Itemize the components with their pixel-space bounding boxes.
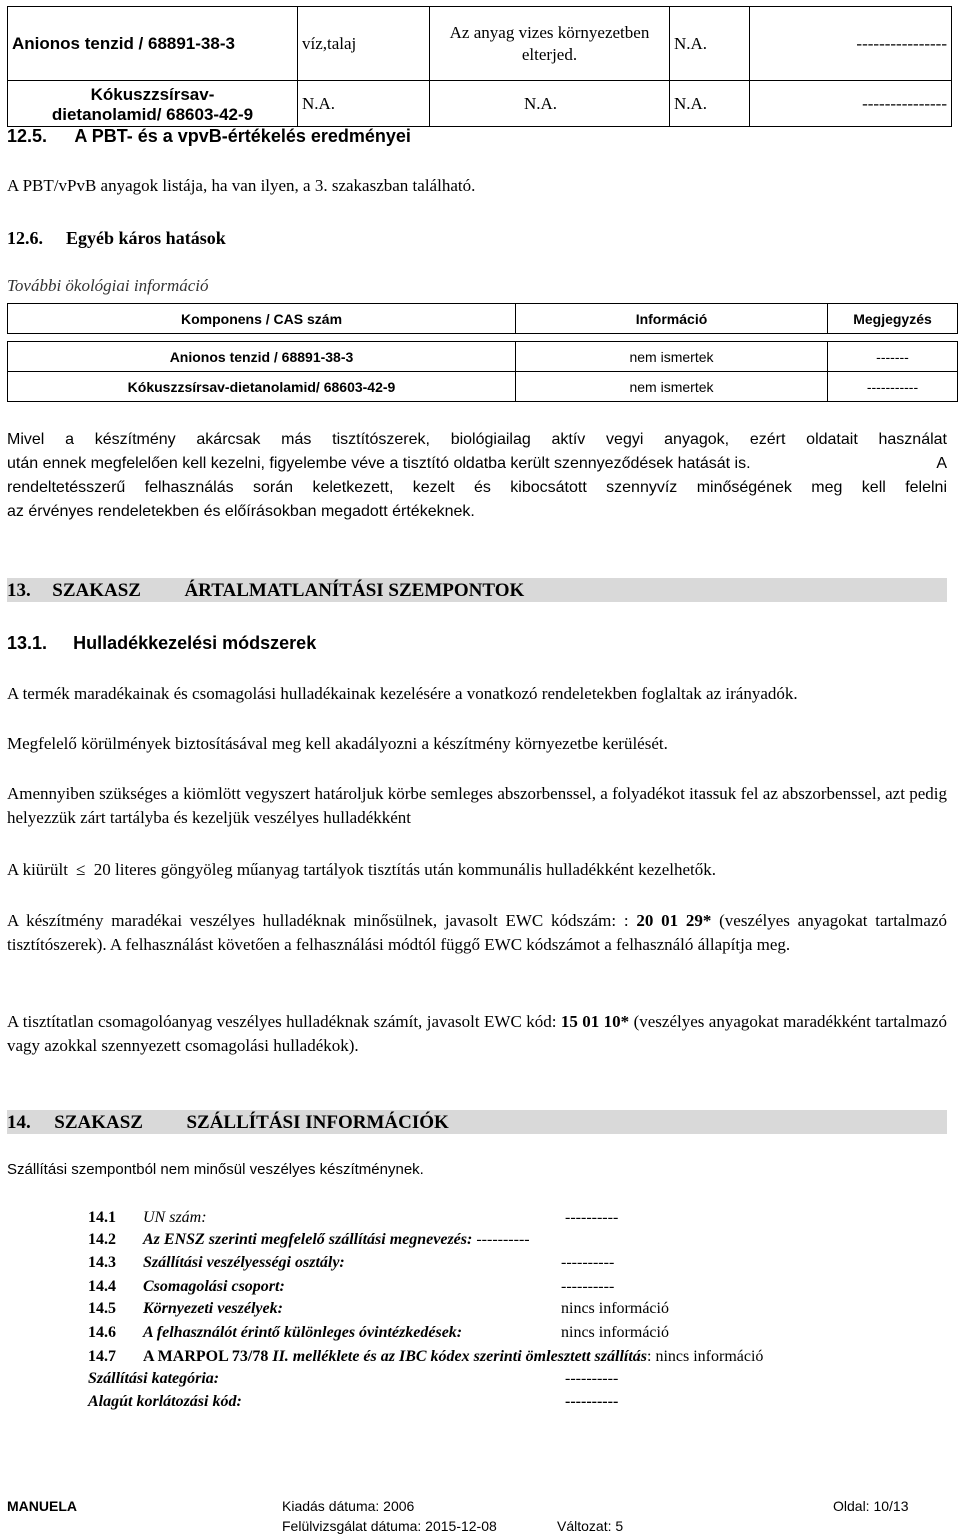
item-value: ----------	[565, 1393, 619, 1410]
section-number: 12.5.	[7, 126, 48, 146]
item-value: nincs információ	[561, 1300, 669, 1317]
table-row	[8, 342, 958, 372]
table-cell: -----------	[828, 372, 958, 402]
transport-item	[88, 1276, 614, 1298]
paragraph-text: A készítmény maradékai veszélyes hulladéknak minősülnek, javasolt EWC kódszám: :	[7, 911, 629, 930]
component-line: dietanolamid/ 68603-42-9	[51, 104, 254, 124]
composition-table	[7, 6, 952, 127]
item-number: 14.1	[88, 1209, 116, 1226]
table-row	[8, 81, 952, 127]
item-label: Környezeti veszélyek:	[143, 1300, 283, 1317]
item-value: ----------	[476, 1231, 530, 1248]
component-name: Anionos tenzid / 68891-38-3	[8, 7, 298, 81]
section-title: SZÁLLÍTÁSI INFORMÁCIÓK	[186, 1112, 449, 1133]
item-number: 14.6	[88, 1324, 116, 1341]
component-name	[8, 81, 298, 127]
transport-item	[88, 1229, 530, 1251]
less-equal-symbol: ≤	[76, 860, 86, 879]
section-title: Egyéb káros hatások	[66, 228, 226, 248]
item-number: 14.3	[88, 1254, 116, 1271]
value-cell: N.A.	[670, 81, 750, 127]
waste-paragraph-1: A termék maradékainak és csomagolási hulladékainak kezelésére a vonatkozó rendeletekben foglaltak az irányadók.	[7, 684, 798, 703]
item-number: 14.2	[88, 1231, 116, 1248]
section-13-1-heading	[7, 633, 316, 654]
item-number: 14.5	[88, 1300, 116, 1317]
transport-tunnel	[88, 1391, 618, 1413]
column-header: Komponens / CAS szám	[8, 304, 516, 334]
item-label: Az ENSZ szerinti megfelelő szállítási megnevezés:	[143, 1231, 473, 1248]
waste-paragraph-6	[7, 1010, 947, 1058]
section-title: Hulladékkezelési módszerek	[73, 633, 317, 653]
section-label: SZAKASZ	[52, 580, 141, 601]
item-value: ----------	[565, 1370, 619, 1387]
waste-paragraph-5	[7, 909, 947, 957]
value-cell: N.A.	[670, 7, 750, 81]
section-14-heading	[7, 1112, 449, 1134]
remark-cell: ---------------	[750, 81, 952, 127]
footer-revision-date: Felülvizsgálat dátuma: 2015-12-08	[282, 1518, 497, 1534]
item-label: Csomagolási csoport:	[143, 1278, 285, 1295]
section-number: 13.1.	[7, 633, 48, 653]
item-number: 14.4	[88, 1278, 116, 1295]
table-gap	[8, 334, 958, 342]
section-13-bar	[7, 578, 947, 602]
item-label: Alagút korlátozási kód:	[88, 1393, 242, 1410]
subtitle: További ökológiai információ	[7, 276, 209, 295]
paragraph-text: (veszélyes anyagokat tartalmazó tisztítószerek). A felhasználást követően a felhasználási módtól függő EWC kódszámot a felhasználó állapítja meg.	[7, 911, 947, 954]
item-label: UN szám:	[143, 1209, 207, 1226]
section-12-6-heading	[7, 228, 226, 249]
transport-item-marpol	[88, 1346, 763, 1368]
section-number: 12.6.	[7, 228, 43, 248]
column-header: Információ	[516, 304, 828, 334]
behavior-cell: N.A.	[430, 81, 670, 127]
item-label: A felhasználót érintő különleges óvintézkedések:	[143, 1324, 463, 1341]
footer-version: Változat: 5	[557, 1518, 624, 1534]
column-header: Megjegyzés	[828, 304, 958, 334]
transport-intro: Szállítási szempontból nem minősül veszélyes készítménynek.	[7, 1161, 424, 1178]
footer-issue-date: Kiadás dátuma: 2006	[282, 1498, 415, 1514]
table-row	[8, 7, 952, 81]
table-cell: Kókuszzsírsav-dietanolamid/ 68603-42-9	[8, 372, 516, 402]
item-value: ----------	[561, 1254, 615, 1271]
table-cell: Anionos tenzid / 68891-38-3	[8, 342, 516, 372]
paragraph-line: rendeltetésszerű felhasználás során keletkezett, kezelt és kibocsátott szennyvíz minőségének meg kell felelni	[7, 479, 947, 496]
paragraph-text: 20 literes göngyöleg műanyag tartályok tisztítás után kommunális hulladékként kezelhetők.	[93, 860, 717, 879]
component-line: Kókuszzsírsav-	[90, 84, 215, 104]
item-label: II. melléklete és az IBC kódex szerinti ömlesztett szállítás	[272, 1348, 648, 1365]
paragraph-line	[7, 452, 947, 476]
item-label: A MARPOL 73/78	[143, 1348, 269, 1365]
behavior-cell	[430, 7, 670, 81]
footer-page-number: Oldal: 10/13	[833, 1498, 909, 1514]
table-row	[8, 372, 958, 402]
section-title: ÁRTALMATLANÍTÁSI SZEMPONTOK	[184, 580, 525, 601]
transport-item	[88, 1322, 669, 1344]
paragraph-line: az érvényes rendeletekben és előírásokban megadott értékeknek.	[7, 503, 475, 520]
pbt-text: A PBT/vPvB anyagok listája, ha van ilyen, a 3. szakaszban található.	[7, 176, 476, 195]
transport-item	[88, 1298, 669, 1320]
section-12-5-heading	[7, 126, 411, 147]
eco-paragraph	[7, 428, 947, 524]
transport-item	[88, 1252, 614, 1274]
ewc-code: 15 01 10*	[560, 1012, 630, 1031]
table-header-row	[8, 304, 958, 334]
medium-cell: N.A.	[298, 81, 430, 127]
paragraph-text: A	[936, 455, 947, 472]
section-14-bar	[7, 1110, 947, 1134]
waste-paragraph-4	[7, 858, 947, 882]
section-number: 14.	[7, 1112, 31, 1133]
waste-paragraph-3: Amennyiben szükséges a kiömlött vegyszert határoljuk körbe semleges abszorbenssel, a folyadékot itassuk fel az abszorbenssel, azt pedig helyezzük zárt tartályba és kezeljük veszélyes hulladékként	[7, 784, 947, 827]
transport-item	[88, 1207, 618, 1229]
item-number: 14.7	[88, 1348, 116, 1365]
behavior-line: elterjed.	[521, 44, 578, 64]
paragraph-line: Mivel a készítmény akárcsak más tisztítószerek, biológiailag aktív vegyi anyagok, ezért oldatait használat	[7, 431, 947, 448]
behavior-line: Az anyag vizes környezetben	[449, 22, 650, 42]
item-label: Szállítási kategória:	[88, 1370, 220, 1387]
ewc-code: 20 01 29*	[636, 911, 712, 930]
section-13-heading	[7, 580, 524, 602]
paragraph-text: A tisztítatlan csomagolóanyag veszélyes hulladéknak számít, javasolt EWC kód:	[7, 1012, 557, 1031]
waste-paragraph-2: Megfelelő körülmények biztosításával meg kell akadályozni a készítmény környezetbe kerülését.	[7, 734, 668, 753]
item-value: : nincs információ	[647, 1348, 764, 1365]
table-cell: nem ismertek	[516, 372, 828, 402]
paragraph-text: A kiürült	[7, 860, 68, 879]
footer-brand: MANUELA	[7, 1498, 77, 1514]
table-cell: -------	[828, 342, 958, 372]
remark-cell: ----------------	[750, 7, 952, 81]
section-title: A PBT- és a vpvB-értékelés eredményei	[74, 126, 411, 146]
item-value: ----------	[565, 1209, 619, 1226]
item-value: nincs információ	[561, 1324, 669, 1341]
item-value: ----------	[561, 1278, 615, 1295]
item-label: Szállítási veszélyességi osztály:	[143, 1254, 345, 1271]
paragraph-text: (veszélyes anyagokat maradékként tartalmazó vagy azokkal szennyezett csomagolási hulladékok).	[7, 1012, 948, 1055]
transport-category	[88, 1368, 618, 1390]
section-number: 13.	[7, 580, 31, 601]
eco-info-table	[7, 303, 958, 402]
paragraph-text: után ennek megfelelően kell kezelni, figyelembe véve a tisztító oldatba került szennyeződések hatását is.	[7, 455, 751, 472]
section-label: SZAKASZ	[54, 1112, 143, 1133]
medium-cell: víz,talaj	[298, 7, 430, 81]
table-cell: nem ismertek	[516, 342, 828, 372]
